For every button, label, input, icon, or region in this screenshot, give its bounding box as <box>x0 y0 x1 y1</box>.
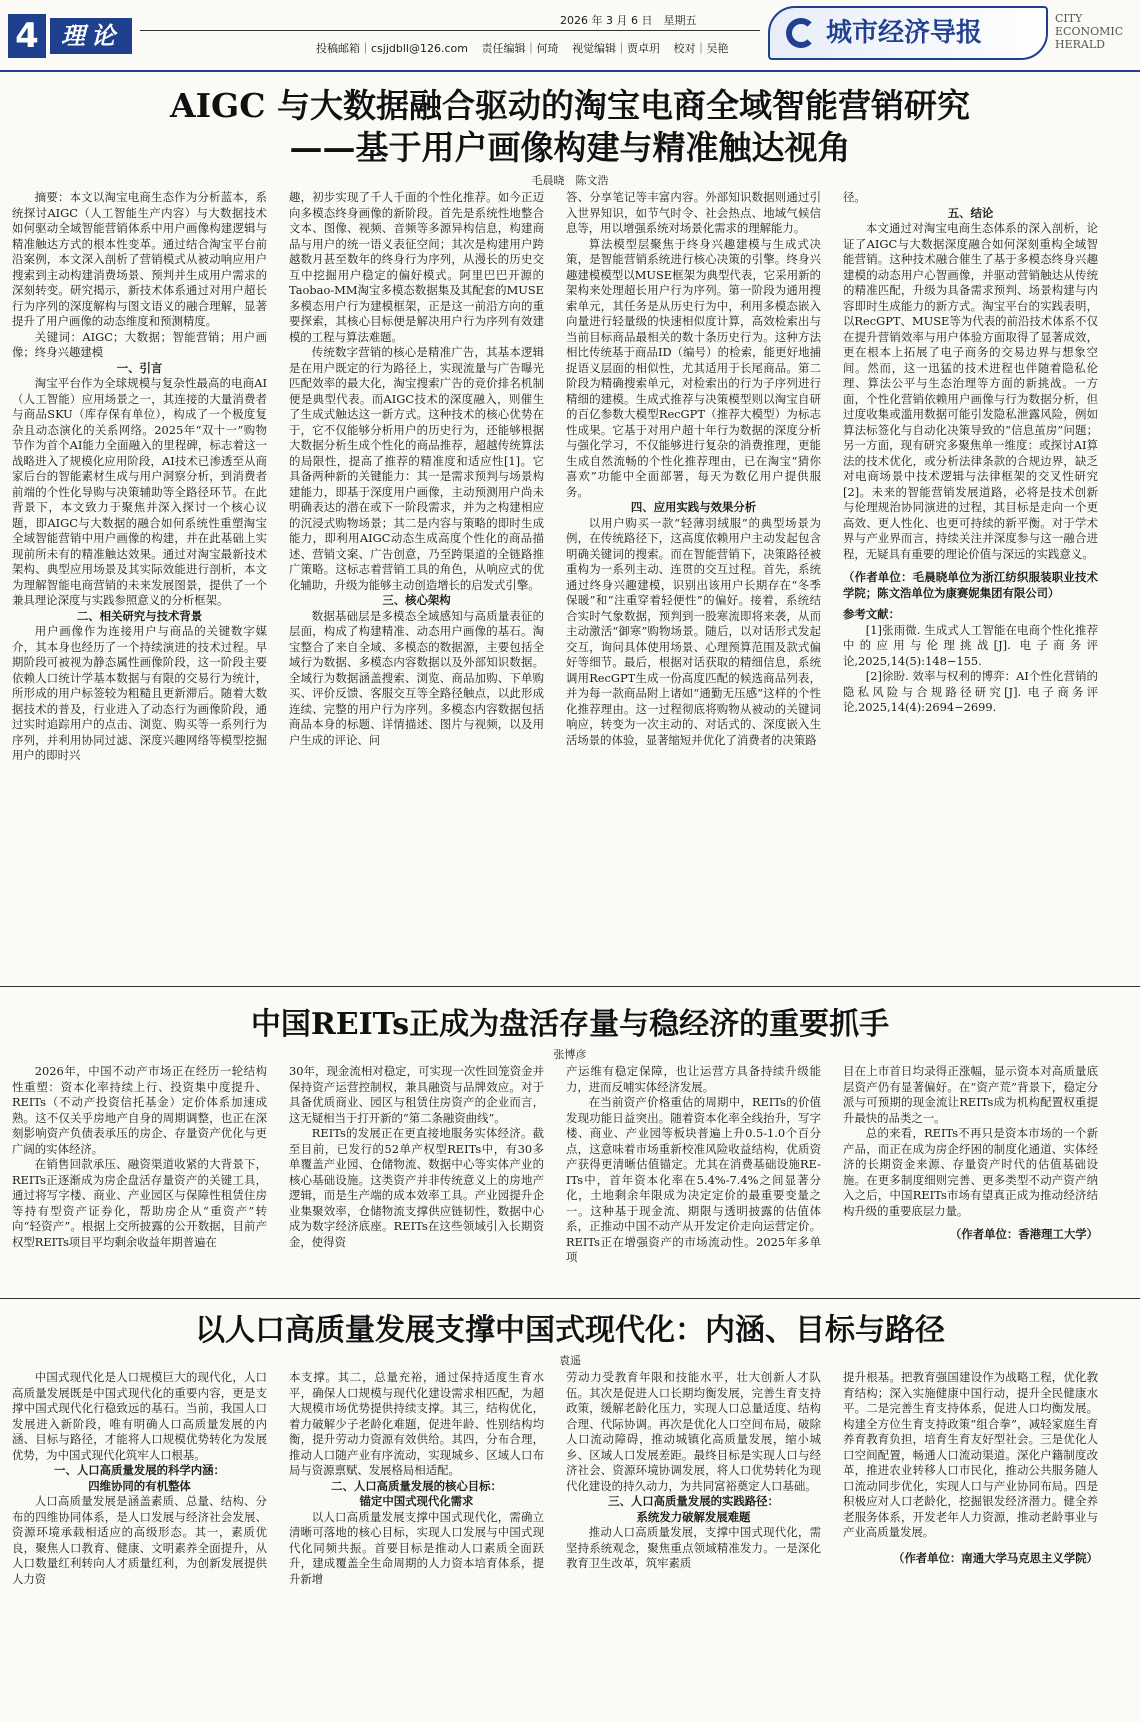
article1-col-4 <box>843 190 1098 980</box>
section-heading: 五、结论 <box>947 205 994 220</box>
paragraph: 用户画像作为连接用户与商品的关键数字媒介，其本身也经历了一个持续演进的技术过程。早期阶段可被视为静态属性画像阶段，这一阶段主要依赖人口统计学基本数据与有限的交易行为统计，所形成的用户标签较为粗糙且更新滞后。随着大数据技术的普及，行业进入了动态行为画像阶段，通过实时追踪用户的点击、浏览、购买等一系列行为序列，并利用协同过滤、深度兴趣网络等模型挖掘用户的即时兴 <box>12 624 267 762</box>
article1-subtitle: ——基于用户画像构建与精准触达视角 <box>289 128 851 167</box>
author-affiliation: （作者单位：毛晨晓单位为浙江纺织服装职业技术学院；陈文浩单位为康赛妮集团有限公司） <box>843 570 1098 600</box>
paragraph: 总的来看，REITs不再只是资本市场的一个新产品，而正在成为房企纾困的制度化通道、实体经济的长期资金来源、存量资产时代的估值基础设施。在更多制度细则完善、更多类型不动产资产纳入之后，中国REITs市场有望真正成为推动经济结构升级的重要底层力量。 <box>843 1126 1098 1218</box>
paragraph: 趣，初步实现了千人千面的个性化推荐。如今正迈向多模态终身画像的新阶段。首先是系统性地整合文本、图像、视频、音频等多源异构信息，构建商品与用户的统一语义表征空间；其次是构建用户跨越数月甚至数年的终身行为序列，从漫长的历史交互中挖掘用户稳定的偏好模式。阿里巴巴开源的Taobao-MM淘宝多模态数据集及其配套的MUSE多模态用户行为建模框架，正是这一前沿方向的重要探索，其核心目标便是解决用户行为序列有效建模的工程与算法难题。 <box>289 190 544 344</box>
paragraph: 传统数字营销的核心是精准广告，其基本逻辑是在用户既定的行为路径上，实现流量与广告曝光匹配效率的最大化，淘宝搜索广告的竞价排名机制便是典型代表。而AIGC技术的深度融入，则催生了生成式触达这一新方式。这种技术的核心优势在于，它不仅能够分析用户的历史行为，还能够根据大数据分析生成个性化的商品推荐，超越传统算法的局限性，提高了推荐的精准度和适应性[1]。它具备两种新的关键能力：其一是需求预判与场景构建能力，即基于深度用户画像，主动预测用户尚未明确表达的潜在或下一阶段需求，并为之构建相应的沉浸式购物场景；其二是内容与策略的即时生成能力，即利用AIGC动态生成高度个性化的商品描述、营销文案、广告创意，乃至跨渠道的全链路推广策略。这标志着营销工具的角色，从响应式的优化辅助，升级为能够主动创造增长的启发式引擎。 <box>289 345 544 592</box>
article2-col-4 <box>843 1064 1098 1292</box>
article2-author: 张博彦 <box>553 1048 587 1061</box>
page-number: 4 <box>8 14 46 58</box>
paragraph: 2026年，中国不动产市场正在经历一轮结构性重塑：资本化率持续上行、投资集中度提升、REITs（不动产投资信托基金）定价体系加速成熟。这不仅关乎房地产自身的周期调整，也正在深刻影响资产负债表承压的房企、存量资产优化与更广阔的实体经济。 <box>12 1064 267 1156</box>
logo-mark-icon <box>786 18 816 48</box>
article3-col-3 <box>566 1370 821 1718</box>
article3-col-1 <box>12 1370 267 1718</box>
paragraph: 数据基础层是多模态全域感知与高质量表征的层面，构成了构建精准、动态用户画像的基石。淘宝整合了来自全域、多模态的数据源，主要包括全域行为数据、多模态内容数据以及外部知识数据。全域行为数据涵盖搜索、浏览、商品加购、下单购买、评价反馈、客服交互等全路径触点，以此形成连续、完整的用户行为序列。多模态内容数据包括商品本身的标题、详情描述、图片与视频，以及用户生成的评论、问 <box>289 608 544 747</box>
section-heading: 一、引言 <box>116 360 163 375</box>
article3-title: 以人口高质量发展支撑中国式现代化：内涵、目标与路径 <box>195 1313 945 1348</box>
paragraph: 径。 <box>843 190 866 204</box>
paragraph: 答、分享笔记等丰富内容。外部知识数据则通过引入世界知识，如节气时令、社会热点、地域气候信息等，用以增强系统对场景化需求的理解能力。 <box>566 190 821 235</box>
paragraph: 产运维有稳定保障，也让运营方具备持续升级能力，进而反哺实体经济发展。 <box>566 1064 821 1094</box>
editor-info <box>316 40 738 56</box>
masthead <box>0 0 1140 70</box>
author-affiliation: （作者单位：香港理工大学） <box>949 1227 1098 1241</box>
article3-col-2 <box>289 1370 544 1718</box>
masthead-divider <box>0 70 1140 72</box>
article1-title: AIGC 与大数据融合驱动的淘宝电商全域智能营销研究 <box>170 86 970 125</box>
submission-email[interactable]: 投稿邮箱｜csjjdbll@126.com <box>316 42 468 55</box>
section-subheading: 四维协同的有机整体 <box>88 1478 191 1493</box>
editor-2: 视觉编辑｜贾卓玥 <box>571 42 660 55</box>
section-heading: 三、人口高质量发展的实践路径： <box>608 1494 779 1508</box>
article1-col-2 <box>289 190 544 980</box>
paragraph: 人口高质量发展是涵盖素质、总量、结构、分布的四维协同体系，是人口发展与经济社会发展、资源环境承载相适应的高级形态。其一，素质优良，聚焦人口教育、健康、文明素养全面提升，从人口数量红利转向人才质量红利，为创新发展提供人力资 <box>12 1494 267 1586</box>
section-heading: 二、相关研究与技术背景 <box>76 608 203 623</box>
article-divider <box>0 986 1140 987</box>
article3-col-4 <box>843 1370 1098 1718</box>
paragraph: 推动人口高质量发展，支撑中国式现代化，需坚持系统观念，聚焦重点领域精准发力。一是深化教育卫生改革，筑牢素质 <box>566 1525 821 1570</box>
paragraph: 算法模型层聚焦于终身兴趣建模与生成式决策，是智能营销系统进行核心决策的引擎。终身兴趣建模模型以MUSE框架为典型代表，它采用新的架构来处理超长用户行为序列。第一阶段为通用搜索单元，其任务是从历史行为中，利用多模态嵌入向量进行轻量级的快速相似度计算，高效检索出与当前目标商品最相关的数十条历史行为。这种方法相比传统基于商品ID（编号）的检索，能更好地捕捉语义层面的相似性，尤其适用于长尾商品。第二阶段为精确搜索单元，对检索出的行为子序列进行精细的建模。生成式推荐与决策模型则以淘宝自研的百亿参数大模型RecGPT（推荐大模型）为标志性成果。它基于对用户超十年行为数据的深度分析与强化学习，不仅能够进行复杂的消费推理，更能生成自然流畅的个性化推荐理由，已在淘宝“猜你喜欢”功能中全面部署，每天为数亿用户提供服务。 <box>566 236 821 499</box>
article2-col-1 <box>12 1064 267 1292</box>
article1-col-3 <box>566 190 821 980</box>
article1-authors: 毛晨晓 陈文浩 <box>531 174 609 187</box>
brand-english: CITY ECONOMIC HERALD <box>1055 12 1124 51</box>
issue-date: 2026 年 3 月 6 日 星期五 <box>560 14 697 27</box>
section-heading: 四、应用实践与效果分析 <box>630 500 757 514</box>
article2-col-3 <box>566 1064 821 1292</box>
paragraph: REITs的发展正在更直接地服务实体经济。截至目前，已发行的52单产权型REITs中，有30多单覆盖产业园、仓储物流、数据中心等实体产业的核心基础设施。这类资产并非传统意义上的房地产逻辑，而是生产端的成本效率工具。产业园提升企业集聚效率，仓储物流支撑供应链韧性，数据中心成为数字经济底座。REITs在这些领域引入长期资金，使得资 <box>289 1126 544 1249</box>
paragraph: 以用户购买一款“轻薄羽绒服”的典型场景为例，在传统路径下，这高度依赖用户主动发起包含明确关键词的搜索。而在智能营销下，决策路径被重构为一系列主动、连贯的交互过程。首先，系统通过终身兴趣建模，识别出该用户长期存在“冬季保暖”和“注重穿着轻便性”的偏好。接着，系统结合实时气象数据，预判到一股寒流即将来袭，从而主动激活“御寒”购物场景。随后，以对话形式发起交互，询问具体使用场景、心理预算范围及款式偏好等细节。最后，根据对话获取的精细信息，系统调用RecGPT生成一份高度匹配的候选商品列表，并为每一款商品附上诸如“通勤无压感”这样的个性化推荐理由。这一过程彻底将购物从被动的关键词响应，转变为一次主动的、对话式的、深度嵌入生活场景的体验，显著缩短并优化了消费者的决策路 <box>566 515 821 747</box>
editor-1: 责任编辑｜何琦 <box>481 42 559 55</box>
references-heading: 参考文献： <box>843 607 900 621</box>
paragraph: 目在上市首日均录得正涨幅，显示资本对高质量底层资产仍有显著偏好。在“资产荒”背景下，稳定分派与可预期的现金流让REITs成为机构配置权重提升最快的品类之一。 <box>843 1064 1098 1125</box>
paragraph: 关键词：AIGC；大数据；智能营销；用户画像；终身兴趣建模 <box>12 329 267 359</box>
article2-col-2 <box>289 1064 544 1292</box>
reference-item: [1]张雨微. 生成式人工智能在电商个性化推荐中的应用与伦理挑战[J]. 电子商务评论,2025,14(5):148−155. <box>843 622 1098 668</box>
paragraph: 本文通过对淘宝电商生态体系的深入剖析，论证了AIGC与大数据深度融合如何深刻重构全域智能营销。这种技术融合催生了基于多模态终身兴趣建模的动态用户心智画像，并驱动营销触达从传统的精准匹配，升级为具备需求预判、场景构建与内容即时生成能力的新方式。淘宝平台的实践表明，以RecGPT、MUSE等为代表的前沿技术体系不仅在提升营销效率与用户体验方面取得了显著成效，更在根本上拓展了电子商务的交易边界与想象空间。然而，这一迅猛的技术进程也伴随着隐私伦理、算法公平与生态治理等方面的新挑战。一方面，个性化营销依赖用户画像与行为数据分析，但过度收集或滥用数据可能引发隐私泄露风险，例如算法标签化与自动化决策导致的“信息茧房”问题；另一方面，现有研究多聚焦单一维度：或探讨AI算法的技术优化，或分析法律条款的合规边界，缺乏对电商场景中技术逻辑与法律框架的交叉性研究[2]。未来的智能营销发展道路，必将是技术创新与伦理规治协同演进的过程，其目标是走向一个更高效、更人性化、也更可持续的新平衡。对于学术界与产业界而言，持续关注并深度参与这一融合进程，无疑具有重要的理论价值与深远的实践意义。 <box>843 221 1098 561</box>
paragraph: 中国式现代化是人口规模巨大的现代化，人口高质量发展既是中国式现代化的重要内容，更是支撑中国式现代化行稳致远的基石。当前，我国人口发展进入新阶段，唯有明确人口高质量发展的内涵、目标与路径，才能将人口规模优势转化为发展优势，为中国式现代化筑牢人口根基。 <box>12 1370 267 1462</box>
article-divider <box>0 1298 1140 1299</box>
author-affiliation: （作者单位：南通大学马克思主义学院） <box>892 1550 1098 1565</box>
paragraph: 本支撑。其二，总量充裕，通过保持适度生育水平，确保人口规模与现代化建设需求相匹配，为超大规模市场优势提供持续支撑。其三，结构优化，着力破解少子老龄化难题，促进年龄、性别结构均衡，提升劳动力资源有效供给。其四，分布合理，推动人口随产业有序流动，实现城乡、区域人口布局与资源禀赋、发展格局相适配。 <box>289 1370 544 1477</box>
paragraph: 劳动力受教育年限和技能水平，壮大创新人才队伍。其次是促进人口长期均衡发展，完善生育支持政策，缓解老龄化压力，实现人口总量适度、结构合理、代际协调。再次是优化人口空间布局，破除人口流动障碍，推动城镇化高质量发展，缩小城乡、区域人口发展差距。最终目标是实现人口与经济社会、资源环境协调发展，将人口优势转化为现代化建设的持久动力，为共同富裕奠定人口基础。 <box>566 1370 821 1493</box>
header-rule <box>140 30 760 31</box>
newspaper-logo <box>768 6 1048 60</box>
section-label: 理论 <box>50 18 132 54</box>
paragraph: 以人口高质量发展支撑中国式现代化，需确立清晰可落地的核心目标，实现人口发展与中国式现代化同频共振。首要目标是推动人口素质全面跃升，建成覆盖全生命周期的人力资本培育体系，提升新增 <box>289 1509 544 1586</box>
section-subheading: 锚定中国式现代化需求 <box>359 1494 474 1508</box>
article3-body <box>12 1370 1098 1718</box>
brand-name: 城市经济导报 <box>826 18 983 48</box>
paragraph: 在销售回款承压、融资渠道收紧的大背景下，REITs正逐渐成为房企盘活存量资产的关键工具，通过将写字楼、商业、产业园区与保障性租赁住房等持有型资产证券化，帮助房企从“重资产”转向“轻资产”。根据上交所披露的公开数据，目前产权型REITs项目平均剩余收益年期普遍在 <box>12 1157 267 1249</box>
paragraph: 在当前资产价格重估的周期中，REITs的价值发现功能日益突出。随着资本化率全线抬升，写字楼、商业、产业园等板块普遍上升0.5-1.0个百分点，这意味着市场重新校准风险收益结构，优质资产获得更清晰估值锚定。尤其在消费基础设施RE-ITs中，首年资本化率在5.4%-7.4%之间显著分化，土地剩余年限成为决定定价的最重要变量之一。这种基于现金流、期限与透明披露的估值体系，正推动中国不动产从开发定价走向运营定价。REITs正在增强资产的市场流动性。2025年多单项 <box>566 1095 821 1264</box>
paragraph: 30年，现金流相对稳定，可实现一次性回笼资金并保持资产运营控制权，兼具融资与品牌效应。对于具备优质商业、园区与租赁住房资产的企业而言，这无疑相当于打开新的“第二条融资曲线”。 <box>289 1064 544 1125</box>
section-heading: 二、人口高质量发展的核心目标： <box>331 1478 502 1493</box>
article2-title: 中国REITs正成为盘活存量与稳经济的重要抓手 <box>250 1007 890 1042</box>
editor-3: 校对｜吴艳 <box>673 42 729 55</box>
section-heading: 三、核心架构 <box>382 593 451 607</box>
article1-body <box>12 190 1098 980</box>
section-heading: 一、人口高质量发展的科学内涵： <box>54 1463 225 1477</box>
reference-item: [2]徐盼. 效率与权利的博弈：AI个性化营销的隐私风险与合规路径研究[J]. 电子商务评论,2025,14(4):2694−2699. <box>843 669 1098 714</box>
article2-body <box>12 1064 1098 1292</box>
article1-col-1 <box>12 190 267 980</box>
paragraph: 提升根基。把教育强国建设作为战略工程，优化教育结构；深入实施健康中国行动，提升全民健康水平。二是完善生育支持体系，促进人口均衡发展。构建全方位生育支持政策“组合拳”，减轻家庭生育养育教育负担，培育生育友好型社会。三是优化人口空间配置，畅通人口流动渠道。深化户籍制度改革，推进农业转移人口市民化，推动公共服务随人口流动同步优化，实现人口与产业协同布局。四是积极应对人口老龄化，挖掘银发经济潜力。健全养老服务体系，开发老年人力资源，推动老龄事业与产业高质量发展。 <box>843 1370 1098 1539</box>
paragraph: 淘宝平台作为全球规模与复杂性最高的电商AI（人工智能）应用场景之一，其连接的大量消费者与商品SKU（库存保有单位），构成了一个极度复杂且动态演化的关系网络。2025年“双十一”购物节作为首个AI能力全面融入的里程碑，标志着这一战略进入了规模化应用阶段，AI技术已渗透至从商家后台的智能素材生成与用户洞察分析，到消费者前端的个性化导购与决策辅助等全路径环节。在此背景下，本文致力于聚焦并深入探讨一个核心议题，即AIGC与大数据的融合如何系统性重塑淘宝全域智能营销中用户画像的构建，并在此基础上实现前所未有的精准触达效果。通过对淘宝最新技术架构、典型应用场景及其实际效能进行剖析，本文为理解智能电商营销的未来发展图景，提供了一个兼具理论深度与实践参照意义的分析框架。 <box>12 376 267 607</box>
article3-author: 袁遥 <box>559 1354 581 1367</box>
section-subheading: 系统发力破解发展难题 <box>636 1509 751 1524</box>
paragraph: 摘要：本文以淘宝电商生态作为分析蓝本，系统探讨AIGC（人工智能生产内容）与大数据技术如何驱动全域智能营销体系中用户画像构建逻辑与精准触达方式的根本性变革。通过结合淘宝平台前沿案例，本文深入剖析了营销模式从被动响应用户搜索到主动构建消费场景、预判并生成用户需求的深刻转变。研究揭示，新技术体系通过对用户超长行为序列的深度解构与图文语义的融合理解，显著提升了用户画像的动态维度和预测精度。 <box>12 190 267 328</box>
